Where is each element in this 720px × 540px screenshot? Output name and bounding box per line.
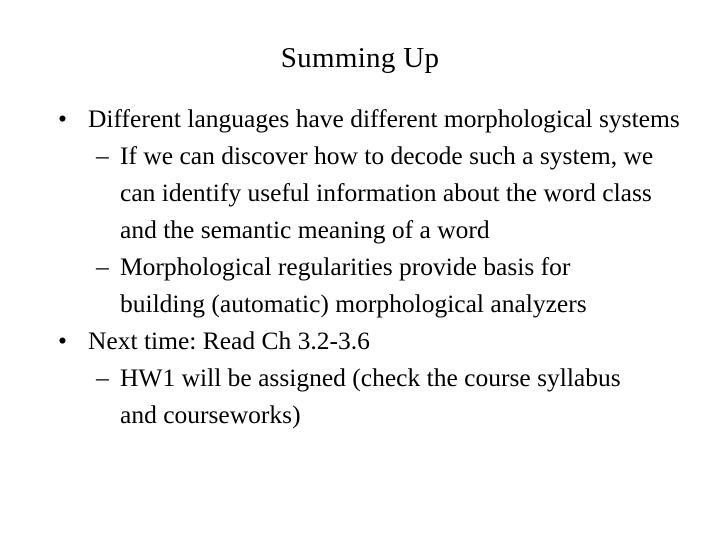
bullet-marker: • [58,104,67,133]
sub-bullet-marker: – [96,252,109,281]
slide-title: Summing Up [280,42,440,74]
sub-bullet-item [96,359,660,433]
bullet-marker: • [58,326,67,355]
sub-bullet-text: Morphological regularities provide basis for building (automatic) morphological analyzers [120,252,587,318]
sub-bullet-item [96,137,660,248]
sub-bullet-marker: – [96,363,109,392]
sub-bullet-marker: – [96,141,109,170]
bullet-text: Next time: Read Ch 3.2-3.6 [88,326,370,355]
sub-bullet-text: HW1 will be assigned (check the course syllabus and courseworks) [120,363,621,429]
sub-bullet-text: If we can discover how to decode such a system, we can identify useful information about the word class and the semantic meaning of a word [120,141,654,244]
bullet-item [58,100,688,137]
bullet-item [58,322,688,359]
slide-body [0,100,720,433]
bullet-text: Different languages have different morphological systems [88,104,680,133]
sub-bullet-item [96,248,660,322]
